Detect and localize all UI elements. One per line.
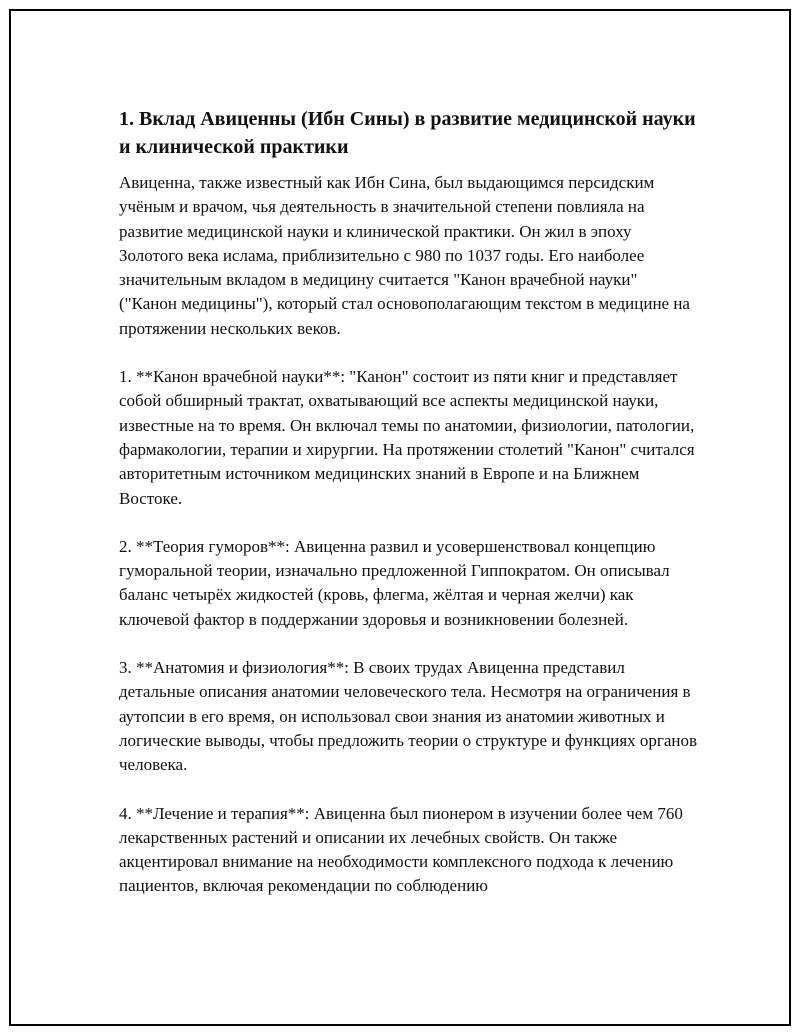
document-body bbox=[119, 105, 699, 923]
document-heading: 1. Вклад Авиценны (Ибн Сины) в развитие медицинской науки и клинической практики bbox=[119, 108, 696, 158]
paragraph-canon: 1. **Канон врачебной науки**: "Канон" состоит из пяти книг и представляет собой обширный трактат, охватывающий все аспекты медицинской науки, известные на то время. Он включал темы по анатомии, физиологии, патологии, фармакологии, терапии и хирургии. На протяжении столетий "Канон" считался авторитетным источником медицинских знаний в Европе и на Ближнем Востоке. bbox=[119, 367, 695, 508]
paragraph-anatomy: 3. **Анатомия и физиология**: В своих трудах Авиценна представил детальные описания анатомии человеческого тела. Несмотря на ограничения в аутопсии в его время, он использовал свои знания из анатомии животных и логические выводы, чтобы предложить теории о структуре и функциях органов человека. bbox=[119, 658, 698, 775]
page-frame bbox=[9, 9, 791, 1026]
paragraph-humors: 2. **Теория гуморов**: Авиценна развил и усовершенствовал концепцию гуморальной теории, изначально предложенной Гиппократом. Он описывал баланс четырёх жидкостей (кровь, флегма, жёлтая и черная желчи) как ключевой фактор в поддержании здоровья и возникновении болезней. bbox=[119, 536, 670, 629]
intro-paragraph: Авиценна, также известный как Ибн Сина, был выдающимся персидским учёным и врачом, чья деятельность в значительной степени повлияла на развитие медицинской науки и клинической практики. Он жил в эпоху Золотого века ислама, приблизительно с 980 по 1037 годы. Его наиболее значительным вкладом в медицину считается "Канон врачебной науки" ("Канон медицины"), который стал основополагающим текстом в медицине на протяжении нескольких веков. bbox=[119, 173, 690, 338]
paragraph-treatment: 4. **Лечение и терапия**: Авиценна был пионером в изучении более чем 760 лекарственных растений и описании их лечебных свойств. Он также акцентировал внимание на необходимости комплексного подхода к лечению пациентов, включая рекомендации по соблюдению bbox=[119, 803, 683, 896]
